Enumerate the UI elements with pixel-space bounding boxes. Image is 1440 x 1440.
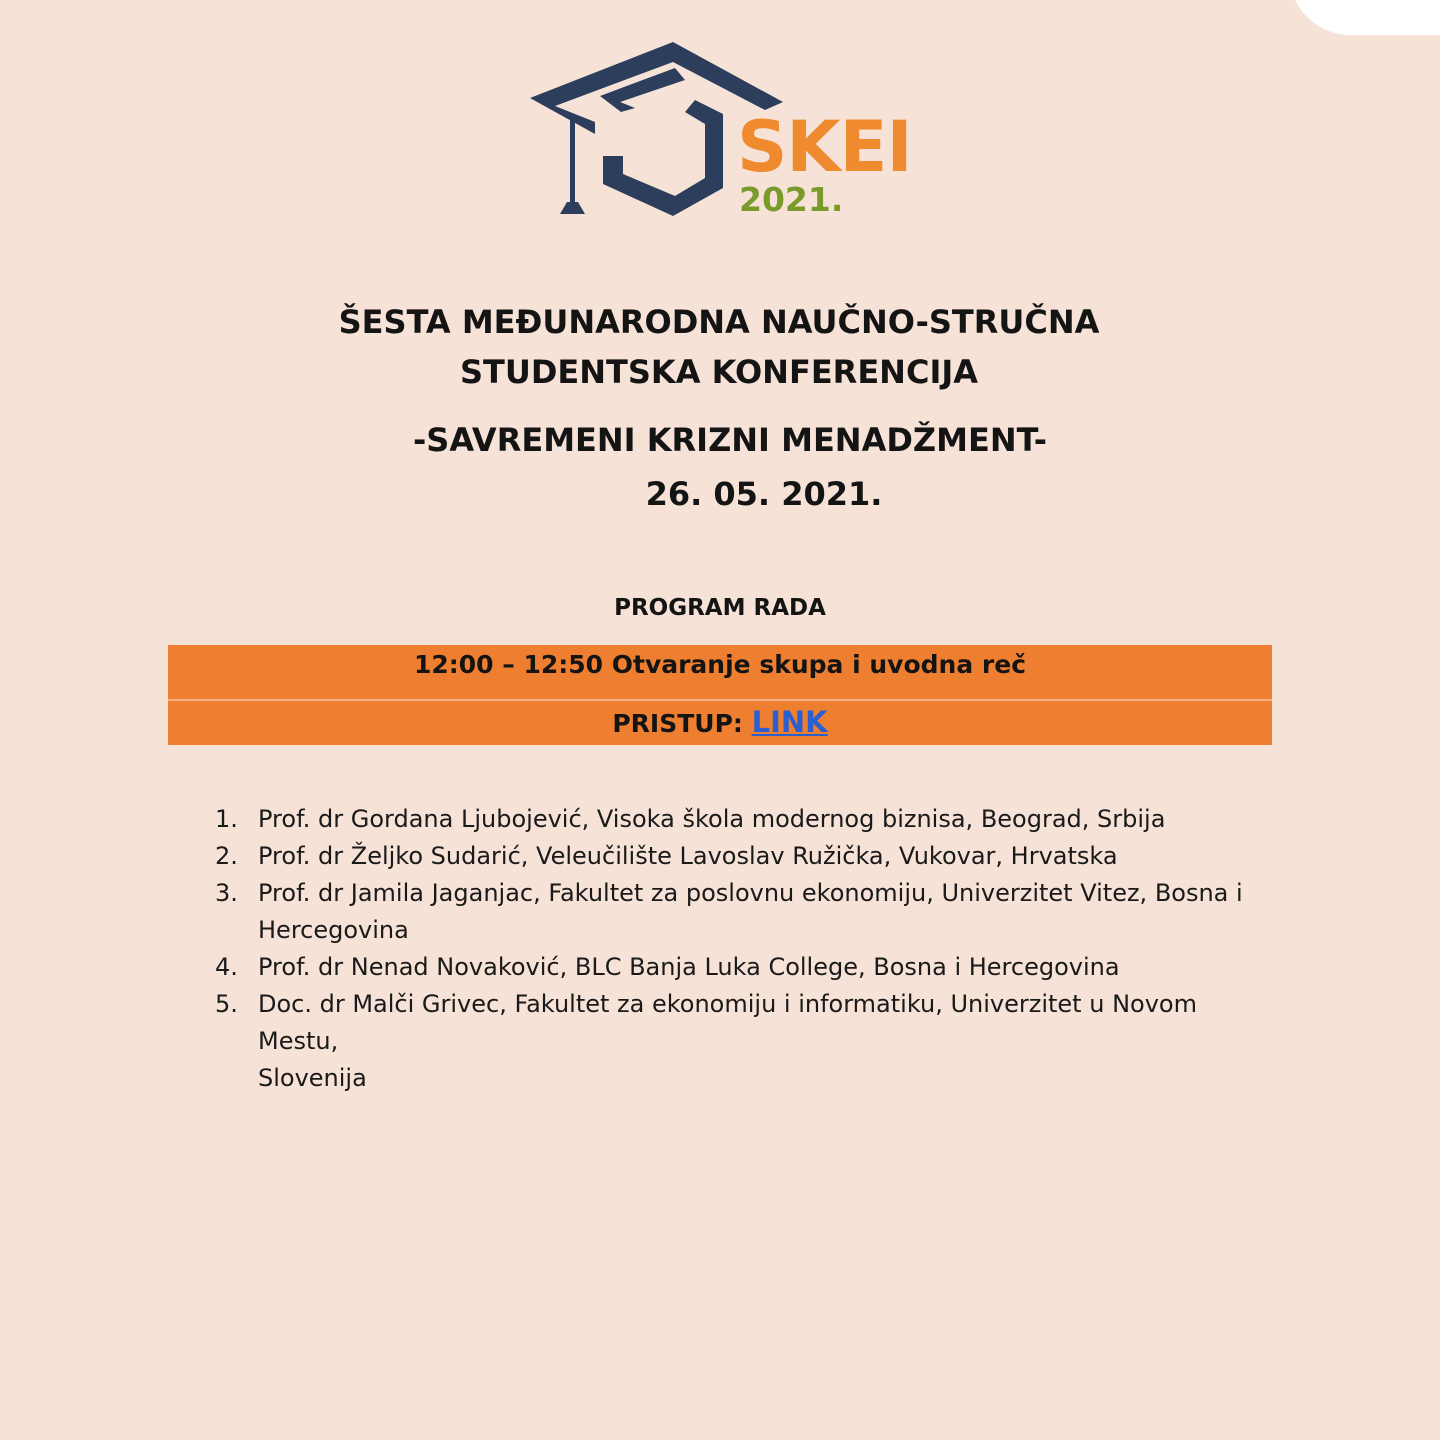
access-link[interactable]: LINK (751, 705, 828, 739)
corner-decoration (1290, 0, 1440, 35)
list-item-number: 5. (215, 990, 238, 1018)
list-item-number: 4. (215, 953, 238, 981)
conference-title-line2: STUDENTSKA KONFERENCIJA (459, 353, 979, 391)
participants-list (210, 801, 1280, 1097)
list-item-text: Prof. dr Željko Sudarić, Veleučilište Lavoslav Ružička, Vukovar, Hrvatska (258, 842, 1118, 870)
list-item-number: 1. (215, 805, 238, 833)
list-item (210, 838, 1280, 875)
list-item (210, 949, 1280, 986)
conference-date: 26. 05. 2021. (645, 475, 883, 513)
session-banner (168, 645, 1272, 745)
logo-text: SKEI (737, 106, 912, 188)
list-item-text: Doc. dr Malči Grivec, Fakultet za ekonomiju i informatiku, Univerzitet u Novom Mestu, (258, 990, 1197, 1055)
program-heading: PROGRAM RADA (614, 595, 826, 621)
list-item-text: Prof. dr Jamila Jaganjac, Fakultet za poslovnu ekonomiju, Univerzitet Vitez, Bosna i (258, 879, 1243, 907)
conference-subtitle: -SAVREMENI KRIZNI MENADŽMENT- (413, 421, 1047, 459)
list-item-text-continued: Hercegovina (258, 916, 409, 944)
session-time: 12:00 – 12:50 Otvaranje skupa i uvodna reč (413, 650, 1027, 679)
access-row (168, 705, 1272, 739)
list-item-text: Prof. dr Gordana Ljubojević, Visoka škola modernog biznisa, Beograd, Srbija (258, 805, 1166, 833)
list-item-text-continued: Slovenija (258, 1064, 367, 1092)
list-item (210, 986, 1280, 1097)
list-item (210, 875, 1280, 949)
list-item (210, 801, 1280, 838)
access-label: PRISTUP: (612, 709, 743, 738)
skei-logo (525, 36, 925, 221)
list-item-text: Prof. dr Nenad Novaković, BLC Banja Luka College, Bosna i Hercegovina (258, 953, 1120, 981)
logo-year: 2021. (739, 180, 844, 219)
banner-divider (168, 699, 1272, 701)
list-item-number: 3. (215, 879, 238, 907)
conference-title-line1: ŠESTA MEĐUNARODNA NAUČNO-STRUČNA (338, 303, 1100, 341)
list-item-number: 2. (215, 842, 238, 870)
